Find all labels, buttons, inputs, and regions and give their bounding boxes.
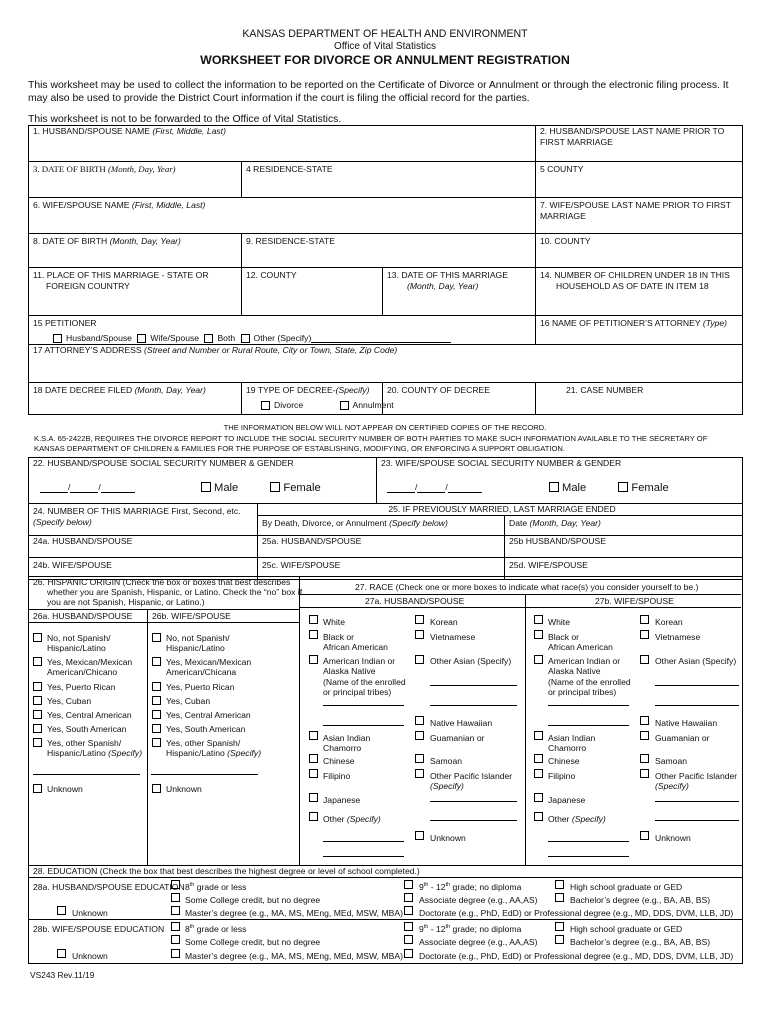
wife-county-field[interactable]: 10. COUNTY xyxy=(536,234,743,268)
race-black-2: African American xyxy=(548,642,613,653)
checkbox-race-h-unknown[interactable] xyxy=(415,831,424,840)
checkbox-petitioner-both[interactable] xyxy=(204,334,213,343)
checkbox-race-w-other[interactable] xyxy=(534,812,543,821)
husband-ended-by-field[interactable]: 25a. HUSBAND/SPOUSE xyxy=(258,535,505,557)
hisp-pr-label: Yes, Puerto Rican xyxy=(47,682,116,692)
wife-prior-last-name-field[interactable]: 7. WIFE/SPOUSE LAST NAME PRIOR TO FIRST MARRIAGE xyxy=(536,198,743,234)
divider xyxy=(28,919,742,920)
edu-associate-label: Associate degree (e.g., AA,AS) xyxy=(419,895,538,905)
husband-ended-date-field[interactable]: 25b HUSBAND/SPOUSE xyxy=(505,535,743,557)
checkbox-race-h-black[interactable] xyxy=(309,630,318,639)
checkbox-race-w-other-asian[interactable] xyxy=(640,655,649,664)
notice-line-1: THE INFORMATION BELOW WILL NOT APPEAR ON CERTIFIED COPIES OF THE RECORD. xyxy=(223,423,547,432)
race-other-label: Other (Specify) xyxy=(323,814,381,824)
race-h-other-asian-line-2[interactable] xyxy=(430,705,517,706)
husband-county-field[interactable]: 5 COUNTY xyxy=(536,162,743,198)
marriage-number-label: 24. NUMBER OF THIS MARRIAGE First, Second, etc. xyxy=(33,506,241,516)
edu-hs-label: High school graduate or GED xyxy=(570,882,683,892)
checkbox-edu-w-9-12[interactable] xyxy=(404,922,413,931)
divider xyxy=(299,594,741,595)
race-aian-4: or principal tribes) xyxy=(323,686,392,697)
children-count-field[interactable] xyxy=(536,268,743,316)
annulment-label: Annulment xyxy=(352,399,394,410)
edu-some-college-label: Some College credit, but no degree xyxy=(185,895,321,905)
education-title: 28. EDUCATION (Check the box that best describes the highest degree or level of school completed.) xyxy=(33,866,420,876)
petitioner-wife-label: Wife/Spouse xyxy=(150,332,200,343)
checkbox-annulment[interactable] xyxy=(340,401,349,410)
checkbox-wife-female[interactable] xyxy=(618,482,628,492)
checkbox-edu-w-bachelor[interactable] xyxy=(555,935,564,944)
checkbox-husband-male[interactable] xyxy=(201,482,211,492)
race-w-opi-line[interactable] xyxy=(655,801,739,802)
husband-ssn-label: 22. HUSBAND/SPOUSE SOCIAL SECURITY NUMBER & GENDER xyxy=(33,458,294,468)
race-aian-1: American Indian or xyxy=(548,656,621,666)
race-w-other-line[interactable] xyxy=(548,841,629,842)
notice-line-2: K.S.A. 65-2422B, REQUIRES THE DIVORCE REPORT TO INCLUDE THE SOCIAL SECURITY NUMBER OF BOTH PARTIES TO MAKE SUCH INFORMATION AVAILABLE TO THE SECRETARY OF xyxy=(34,434,708,443)
race-ai-2: Chamorro xyxy=(548,743,587,754)
hispanic-title: 26. HISPANIC ORIGIN (Check the box or boxes that best describes xyxy=(33,577,291,587)
hisp-south-label: Yes, South American xyxy=(47,724,127,734)
children-label-2: HOUSEHOLD AS OF DATE IN ITEM 18 xyxy=(556,280,709,291)
checkbox-race-w-opi[interactable] xyxy=(640,769,649,778)
race-h-other-line[interactable] xyxy=(323,841,404,842)
intro-paragraph: This worksheet may be used to collect the information to be reported on the Certificate of Divorce or Annulment or through the electronic filing process. It may also be used to provide the District Court information if the court is filing the official record for the parties. xyxy=(28,80,729,104)
checkbox-race-h-other-asian[interactable] xyxy=(415,655,424,664)
ssn-sep: / xyxy=(68,482,71,492)
hisp-oth-1: Yes, other Spanish/ xyxy=(47,738,122,748)
checkbox-race-w-aian[interactable] xyxy=(534,655,543,664)
divider xyxy=(525,595,526,865)
checkbox-race-h-samoan[interactable] xyxy=(415,754,424,763)
edu-9-12-label: 9th - 12th grade; no diploma xyxy=(419,924,522,934)
origin-race-section xyxy=(28,576,743,866)
wife-gender-options xyxy=(549,482,669,494)
race-ai-1: Asian Indian xyxy=(548,733,596,743)
edu-bachelor-label: Bachelor’s degree (e.g., BA, AB, BS) xyxy=(570,895,711,905)
race-asian-indian-label xyxy=(323,733,370,754)
hispanic-title-2: whether you are Spanish, Hispanic, or Latino. Check the “no” box if xyxy=(47,587,303,597)
decree-type-label: 19 TYPE OF DECREE-(Specify) xyxy=(246,385,370,395)
checkbox-edu-h-bachelor[interactable] xyxy=(555,893,564,902)
edu-unknown-label: Unknown xyxy=(72,908,108,918)
wife-residence-state-field[interactable]: 9. RESIDENCE-STATE xyxy=(242,234,536,268)
edu-9-12-label: 9th - 12th grade; no diploma xyxy=(419,882,522,892)
race-aian-3: (Name of the enrolled xyxy=(548,676,631,687)
race-black-1: Black or xyxy=(548,632,580,642)
checkbox-race-w-korean[interactable] xyxy=(640,615,649,624)
race-aian-1: American Indian or xyxy=(323,656,396,666)
checkbox-husband-female[interactable] xyxy=(270,482,280,492)
race-w-opi-line-2[interactable] xyxy=(655,820,739,821)
race-aian-2: Alaska Native xyxy=(323,666,376,677)
marriage-date-field[interactable] xyxy=(383,268,536,316)
race-guamanian-label: Guamanian or xyxy=(430,733,485,743)
race-black-label xyxy=(548,632,613,653)
checkbox-hisp-h-other[interactable] xyxy=(33,738,42,747)
intro-note: This worksheet is not to be forwarded to the Office of Vital Statistics. xyxy=(28,114,342,125)
edu-associate-label: Associate degree (e.g., AA,AS) xyxy=(419,937,538,947)
hisp-cuban-label: Yes, Cuban xyxy=(166,696,211,706)
husband-ssn-field xyxy=(29,458,377,504)
checkbox-petitioner-other[interactable] xyxy=(241,334,250,343)
race-opi-2: (Specify) xyxy=(430,781,464,792)
race-w-tribe-line-2[interactable] xyxy=(548,725,629,726)
checkbox-hisp-w-other[interactable] xyxy=(152,738,161,747)
marriage-date-hint: (Month, Day, Year) xyxy=(407,280,479,291)
race-h-other-asian-line[interactable] xyxy=(430,685,517,686)
wife-ended-by-field[interactable]: 25c. WIFE/SPOUSE xyxy=(258,557,505,579)
attorney-name-field[interactable]: 16 NAME OF PETITIONER’S ATTORNEY (Type) xyxy=(536,316,743,345)
wife-ssn-label: 23. WIFE/SPOUSE SOCIAL SECURITY NUMBER & GENDER xyxy=(381,458,622,468)
divider xyxy=(299,576,300,865)
edu-masters-label: Master’s degree (e.g., MA, MS, MEng, MEd, MSW, MBA) xyxy=(185,951,403,961)
race-black-1: Black or xyxy=(323,632,355,642)
case-number-field[interactable]: 21. CASE NUMBER xyxy=(536,383,743,415)
race-hawaiian-label: Native Hawaiian xyxy=(430,718,493,728)
checkbox-race-w-japanese[interactable] xyxy=(534,793,543,802)
race-ai-2: Chamorro xyxy=(323,743,362,754)
checkbox-race-h-other[interactable] xyxy=(309,812,318,821)
husband-residence-state-field[interactable]: 4 RESIDENCE-STATE xyxy=(242,162,536,198)
checkbox-hisp-h-no[interactable] xyxy=(33,633,42,642)
divider xyxy=(28,609,299,610)
divider xyxy=(299,607,741,608)
checkbox-edu-w-unknown[interactable] xyxy=(57,949,66,958)
hisp-oth-1: Yes, other Spanish/ xyxy=(166,738,241,748)
checkbox-race-h-japanese[interactable] xyxy=(309,793,318,802)
decree-county-field[interactable]: 20. COUNTY OF DECREE xyxy=(383,383,536,415)
ended-by-header: By Death, Divorce, or Annulment (Specify below) xyxy=(258,515,505,535)
race-aian-label xyxy=(548,656,631,697)
checkbox-race-w-vietnamese[interactable] xyxy=(640,630,649,639)
petitioner-options xyxy=(33,333,535,344)
hisp-no-label xyxy=(47,633,111,654)
wife-name-field[interactable]: 6. WIFE/SPOUSE NAME (First, Middle, Last) xyxy=(29,198,536,234)
checkbox-divorce[interactable] xyxy=(261,401,270,410)
hisp-mex-1: Yes, Mexican/Mexican xyxy=(47,657,133,667)
petitioner-other-line[interactable] xyxy=(311,333,451,343)
race-korean-label: Korean xyxy=(430,617,458,627)
race-aian-4: or principal tribes) xyxy=(548,686,617,697)
edu-8th-label: 8th grade or less xyxy=(185,924,247,934)
checkbox-race-w-samoan[interactable] xyxy=(640,754,649,763)
race-vietnamese-label: Vietnamese xyxy=(430,632,476,642)
hisp-central-label: Yes, Central American xyxy=(166,710,251,720)
checkbox-edu-w-some-college[interactable] xyxy=(171,935,180,944)
race-other-label: Other (Specify) xyxy=(548,814,606,824)
checkbox-hisp-h-central[interactable] xyxy=(33,710,42,719)
race-aian-label xyxy=(323,656,406,697)
checkbox-race-w-guamanian[interactable] xyxy=(640,731,649,740)
ssn-sep: / xyxy=(415,482,418,492)
checkbox-race-h-native-hawaiian[interactable] xyxy=(415,716,424,725)
checkbox-hisp-h-mexican[interactable] xyxy=(33,657,42,666)
race-chinese-label: Chinese xyxy=(323,756,355,766)
husband-female-label: Female xyxy=(283,482,321,494)
checkbox-hisp-h-puerto-rican[interactable] xyxy=(33,682,42,691)
education-husband-label: 28a. HUSBAND/SPOUSE EDUCATION xyxy=(33,882,185,892)
checkbox-race-w-filipino[interactable] xyxy=(534,769,543,778)
hisp-mex-2: American/Chicana xyxy=(166,667,237,678)
race-w-other-asian-line[interactable] xyxy=(655,685,739,686)
race-samoan-label: Samoan xyxy=(655,756,688,766)
hisp-no-2: Hispanic/Latino xyxy=(166,643,225,654)
petitioner-both-label: Both xyxy=(217,332,236,343)
hisp-pr-label: Yes, Puerto Rican xyxy=(166,682,235,692)
petitioner-label: 15 PETITIONER xyxy=(33,318,97,328)
wife-male-label: Male xyxy=(562,482,587,494)
ssn-marriage-table xyxy=(28,457,743,580)
race-h-tribe-line-2[interactable] xyxy=(323,725,404,726)
edu-masters-label: Master’s degree (e.g., MA, MS, MEng, MEd, MSW, MBA) xyxy=(185,908,403,918)
checkbox-edu-h-some-college[interactable] xyxy=(171,893,180,902)
race-husband-header: 27a. HUSBAND/SPOUSE xyxy=(365,596,465,606)
hisp-w-specify-line[interactable] xyxy=(151,774,258,775)
hisp-central-label: Yes, Central American xyxy=(47,710,132,720)
hisp-no-1: No, not Spanish/ xyxy=(166,633,230,643)
edu-doctorate-label: Doctorate (e.g., PhD, EdD) or Professional degree (e.g., MD, DDS, DVM, LLB, JD) xyxy=(419,908,734,918)
ssn-sep: / xyxy=(445,482,448,492)
race-korean-label: Korean xyxy=(655,617,683,627)
race-filipino-label: Filipino xyxy=(323,771,351,781)
checkbox-hisp-w-central[interactable] xyxy=(152,710,161,719)
hisp-no-2: Hispanic/Latino xyxy=(47,643,106,654)
husband-ssn-input[interactable] xyxy=(40,482,135,493)
hisp-mexican-label xyxy=(166,657,251,678)
office-name: Office of Vital Statistics xyxy=(334,41,436,52)
race-black-2: African American xyxy=(323,642,388,653)
race-ai-1: Asian Indian xyxy=(323,733,371,743)
ended-date-header: Date (Month, Day, Year) xyxy=(505,515,743,535)
checkbox-race-h-asian-indian[interactable] xyxy=(309,731,318,740)
hisp-other-label xyxy=(47,738,142,759)
checkbox-edu-h-hs[interactable] xyxy=(555,880,564,889)
hispanic-husband-header: 26a. HUSBAND/SPOUSE xyxy=(33,611,133,621)
race-unknown-label: Unknown xyxy=(655,833,691,843)
checkbox-hisp-w-unknown[interactable] xyxy=(152,784,161,793)
agency-name: KANSAS DEPARTMENT OF HEALTH AND ENVIRONMENT xyxy=(242,28,528,40)
hisp-oth-2: Hispanic/Latino (Specify) xyxy=(47,748,143,759)
edu-bachelor-label: Bachelor’s degree (e.g., BA, AB, BS) xyxy=(570,937,711,947)
checkbox-hisp-w-no[interactable] xyxy=(152,633,161,642)
checkbox-hisp-h-cuban[interactable] xyxy=(33,696,42,705)
checkbox-hisp-w-puerto-rican[interactable] xyxy=(152,682,161,691)
race-opi-label xyxy=(655,771,737,792)
race-wife-header: 27b. WIFE/SPOUSE xyxy=(595,596,674,606)
hisp-south-label: Yes, South American xyxy=(166,724,246,734)
divider xyxy=(28,877,742,878)
checkbox-race-w-black[interactable] xyxy=(534,630,543,639)
husband-prior-last-name-field[interactable]: 2. HUSBAND/SPOUSE LAST NAME PRIOR TO FIRST MARRIAGE xyxy=(536,126,743,162)
hisp-mex-1: Yes, Mexican/Mexican xyxy=(166,657,252,667)
race-w-other-asian-line-2[interactable] xyxy=(655,705,739,706)
last-marriage-ended-header: 25. IF PREVIOUSLY MARRIED, LAST MARRIAGE ENDED xyxy=(258,504,743,516)
checkbox-hisp-w-south[interactable] xyxy=(152,724,161,733)
wife-ssn-input[interactable] xyxy=(387,482,482,493)
hisp-no-label xyxy=(166,633,230,654)
wife-ssn-field xyxy=(377,458,743,504)
checkbox-race-h-korean[interactable] xyxy=(415,615,424,624)
checkbox-race-h-guamanian[interactable] xyxy=(415,731,424,740)
checkbox-race-h-vietnamese[interactable] xyxy=(415,630,424,639)
race-chinese-label: Chinese xyxy=(548,756,580,766)
race-white-label: White xyxy=(548,617,570,627)
husband-gender-options xyxy=(201,482,321,494)
checkbox-edu-w-masters[interactable] xyxy=(171,949,180,958)
race-asian-indian-label xyxy=(548,733,595,754)
checkbox-edu-h-associate[interactable] xyxy=(404,893,413,902)
marriage-place-label: 11. PLACE OF THIS MARRIAGE - STATE OR xyxy=(33,270,209,280)
race-other-asian-label: Other Asian (Specify) xyxy=(655,656,737,666)
decree-type-options xyxy=(246,399,394,411)
husband-dob-field[interactable]: 3. DATE OF BIRTH (Month, Day, Year) xyxy=(29,162,242,198)
checkbox-race-w-white[interactable] xyxy=(534,615,543,624)
checkbox-edu-w-hs[interactable] xyxy=(555,922,564,931)
edu-hs-label: High school graduate or GED xyxy=(570,924,683,934)
marriage-number-header xyxy=(29,504,258,536)
race-h-tribe-line[interactable] xyxy=(323,705,404,706)
hispanic-wife-header: 26b. WIFE/SPOUSE xyxy=(152,611,231,621)
petitioner-husband-label: Husband/Spouse xyxy=(66,332,132,343)
checkbox-wife-male[interactable] xyxy=(549,482,559,492)
checkbox-edu-h-9-12[interactable] xyxy=(404,880,413,889)
husband-male-label: Male xyxy=(214,482,239,494)
wife-dob-field[interactable]: 8. DATE OF BIRTH (Month, Day, Year) xyxy=(29,234,242,268)
marriage-county-field[interactable]: 12. COUNTY xyxy=(242,268,383,316)
hisp-mex-2: American/Chicano xyxy=(47,667,118,678)
race-w-tribe-line[interactable] xyxy=(548,705,629,706)
checkbox-race-h-opi[interactable] xyxy=(415,769,424,778)
decree-type-field xyxy=(242,383,394,415)
race-aian-3: (Name of the enrolled xyxy=(323,676,406,687)
checkbox-edu-w-doctorate[interactable] xyxy=(404,949,413,958)
race-other-asian-label: Other Asian (Specify) xyxy=(430,656,512,666)
wife-ended-date-field[interactable]: 25d. WIFE/SPOUSE xyxy=(505,557,743,579)
hispanic-title-3: you are not Spanish, Hispanic, or Latino.) xyxy=(47,597,205,607)
checkbox-race-h-filipino[interactable] xyxy=(309,769,318,778)
race-hawaiian-label: Native Hawaiian xyxy=(655,718,718,728)
wife-female-label: Female xyxy=(631,482,669,494)
edu-8th-label: 8th grade or less xyxy=(185,882,247,892)
marriage-place-label-2: FOREIGN COUNTRY xyxy=(46,280,130,291)
checkbox-edu-h-masters[interactable] xyxy=(171,906,180,915)
ssn-sep: / xyxy=(98,482,101,492)
divider xyxy=(28,622,299,623)
checkbox-hisp-h-south[interactable] xyxy=(33,724,42,733)
petitioner-field xyxy=(29,316,536,345)
hisp-oth-2: Hispanic/Latino (Specify) xyxy=(166,748,262,759)
race-guamanian-label: Guamanian or xyxy=(655,733,710,743)
checkbox-race-h-chinese[interactable] xyxy=(309,754,318,763)
edu-some-college-label: Some College credit, but no degree xyxy=(185,937,321,947)
checkbox-hisp-w-cuban[interactable] xyxy=(152,696,161,705)
checkbox-race-h-aian[interactable] xyxy=(309,655,318,664)
race-opi-label xyxy=(430,771,512,792)
race-japanese-label: Japanese xyxy=(323,795,361,805)
race-white-label: White xyxy=(323,617,345,627)
hisp-mexican-label xyxy=(47,657,132,678)
checkbox-race-h-white[interactable] xyxy=(309,615,318,624)
race-vietnamese-label: Vietnamese xyxy=(655,632,701,642)
divorce-label: Divorce xyxy=(274,399,304,410)
checkbox-race-w-chinese[interactable] xyxy=(534,754,543,763)
hisp-no-1: No, not Spanish/ xyxy=(47,633,111,643)
petitioner-other-label: Other (Specify) xyxy=(253,332,312,343)
race-aian-2: Alaska Native xyxy=(548,666,601,677)
race-opi-2: (Specify) xyxy=(655,781,689,792)
checkbox-race-w-unknown[interactable] xyxy=(640,831,649,840)
hisp-unknown-label: Unknown xyxy=(166,784,202,794)
race-filipino-label: Filipino xyxy=(548,771,576,781)
checkbox-petitioner-wife[interactable] xyxy=(137,334,146,343)
attorney-address-field[interactable]: 17 ATTORNEY’S ADDRESS (Street and Number or Rural Route, City or Town, State, Zip Code) xyxy=(29,345,743,383)
race-h-opi-line-2[interactable] xyxy=(430,820,517,821)
marriage-place-field[interactable] xyxy=(29,268,242,316)
edu-unknown-label: Unknown xyxy=(72,951,108,961)
hisp-other-label xyxy=(166,738,261,759)
checkbox-hisp-w-mexican[interactable] xyxy=(152,657,161,666)
divider xyxy=(147,609,148,865)
race-title: 27. RACE (Check one or more boxes to indicate what race(s) you consider yourself to be.) xyxy=(355,582,699,592)
husband-name-field[interactable]: 1. HUSBAND/SPOUSE NAME (First, Middle, Last) xyxy=(29,126,536,162)
notice-line-3: KANSAS DEPARTMENT OF CHILDREN & FAMILIES FOR THE PURPOSE OF ESTABLISHING, MODIFYING, OR ENFORCING A SUPPORT OBLIGATION. xyxy=(34,444,565,453)
checkbox-edu-h-8th[interactable] xyxy=(171,880,180,889)
race-opi-1: Other Pacific Islander xyxy=(430,771,513,781)
checkbox-race-w-asian-indian[interactable] xyxy=(534,731,543,740)
hisp-cuban-label: Yes, Cuban xyxy=(47,696,92,706)
wife-marriage-number-field[interactable]: 24b. WIFE/SPOUSE xyxy=(29,557,258,579)
checkbox-race-w-native-hawaiian[interactable] xyxy=(640,716,649,725)
race-samoan-label: Samoan xyxy=(430,756,463,766)
hisp-unknown-label: Unknown xyxy=(47,784,83,794)
form-id: VS243 Rev.11/19 xyxy=(30,970,95,980)
checkbox-edu-w-associate[interactable] xyxy=(404,935,413,944)
hisp-h-specify-line[interactable] xyxy=(33,774,140,775)
checkbox-edu-w-8th[interactable] xyxy=(171,922,180,931)
marriage-date-label: 13. DATE OF THIS MARRIAGE xyxy=(387,270,508,280)
race-unknown-label: Unknown xyxy=(430,833,466,843)
husband-marriage-number-field[interactable]: 24a. HUSBAND/SPOUSE xyxy=(29,535,258,557)
edu-doctorate-label: Doctorate (e.g., PhD, EdD) or Professional degree (e.g., MD, DDS, DVM, LLB, JD) xyxy=(419,951,734,961)
checkbox-edu-h-unknown[interactable] xyxy=(57,906,66,915)
decree-date-field[interactable]: 18 DATE DECREE FILED (Month, Day, Year) xyxy=(29,383,242,415)
education-wife-label: 28b. WIFE/SPOUSE EDUCATION xyxy=(33,924,165,934)
personal-info-table xyxy=(28,125,743,415)
race-h-opi-line[interactable] xyxy=(430,801,517,802)
marriage-number-hint: (Specify below) xyxy=(33,516,92,527)
race-black-label xyxy=(323,632,388,653)
checkbox-petitioner-husband[interactable] xyxy=(53,334,62,343)
page-title: WORKSHEET FOR DIVORCE OR ANNULMENT REGISTRATION xyxy=(200,53,570,67)
race-w-other-line-2[interactable] xyxy=(548,856,629,857)
children-label: 14. NUMBER OF CHILDREN UNDER 18 IN THIS xyxy=(540,270,730,280)
race-japanese-label: Japanese xyxy=(548,795,586,805)
checkbox-hisp-h-unknown[interactable] xyxy=(33,784,42,793)
race-h-other-line-2[interactable] xyxy=(323,856,404,857)
checkbox-edu-h-doctorate[interactable] xyxy=(404,906,413,915)
race-opi-1: Other Pacific Islander xyxy=(655,771,738,781)
